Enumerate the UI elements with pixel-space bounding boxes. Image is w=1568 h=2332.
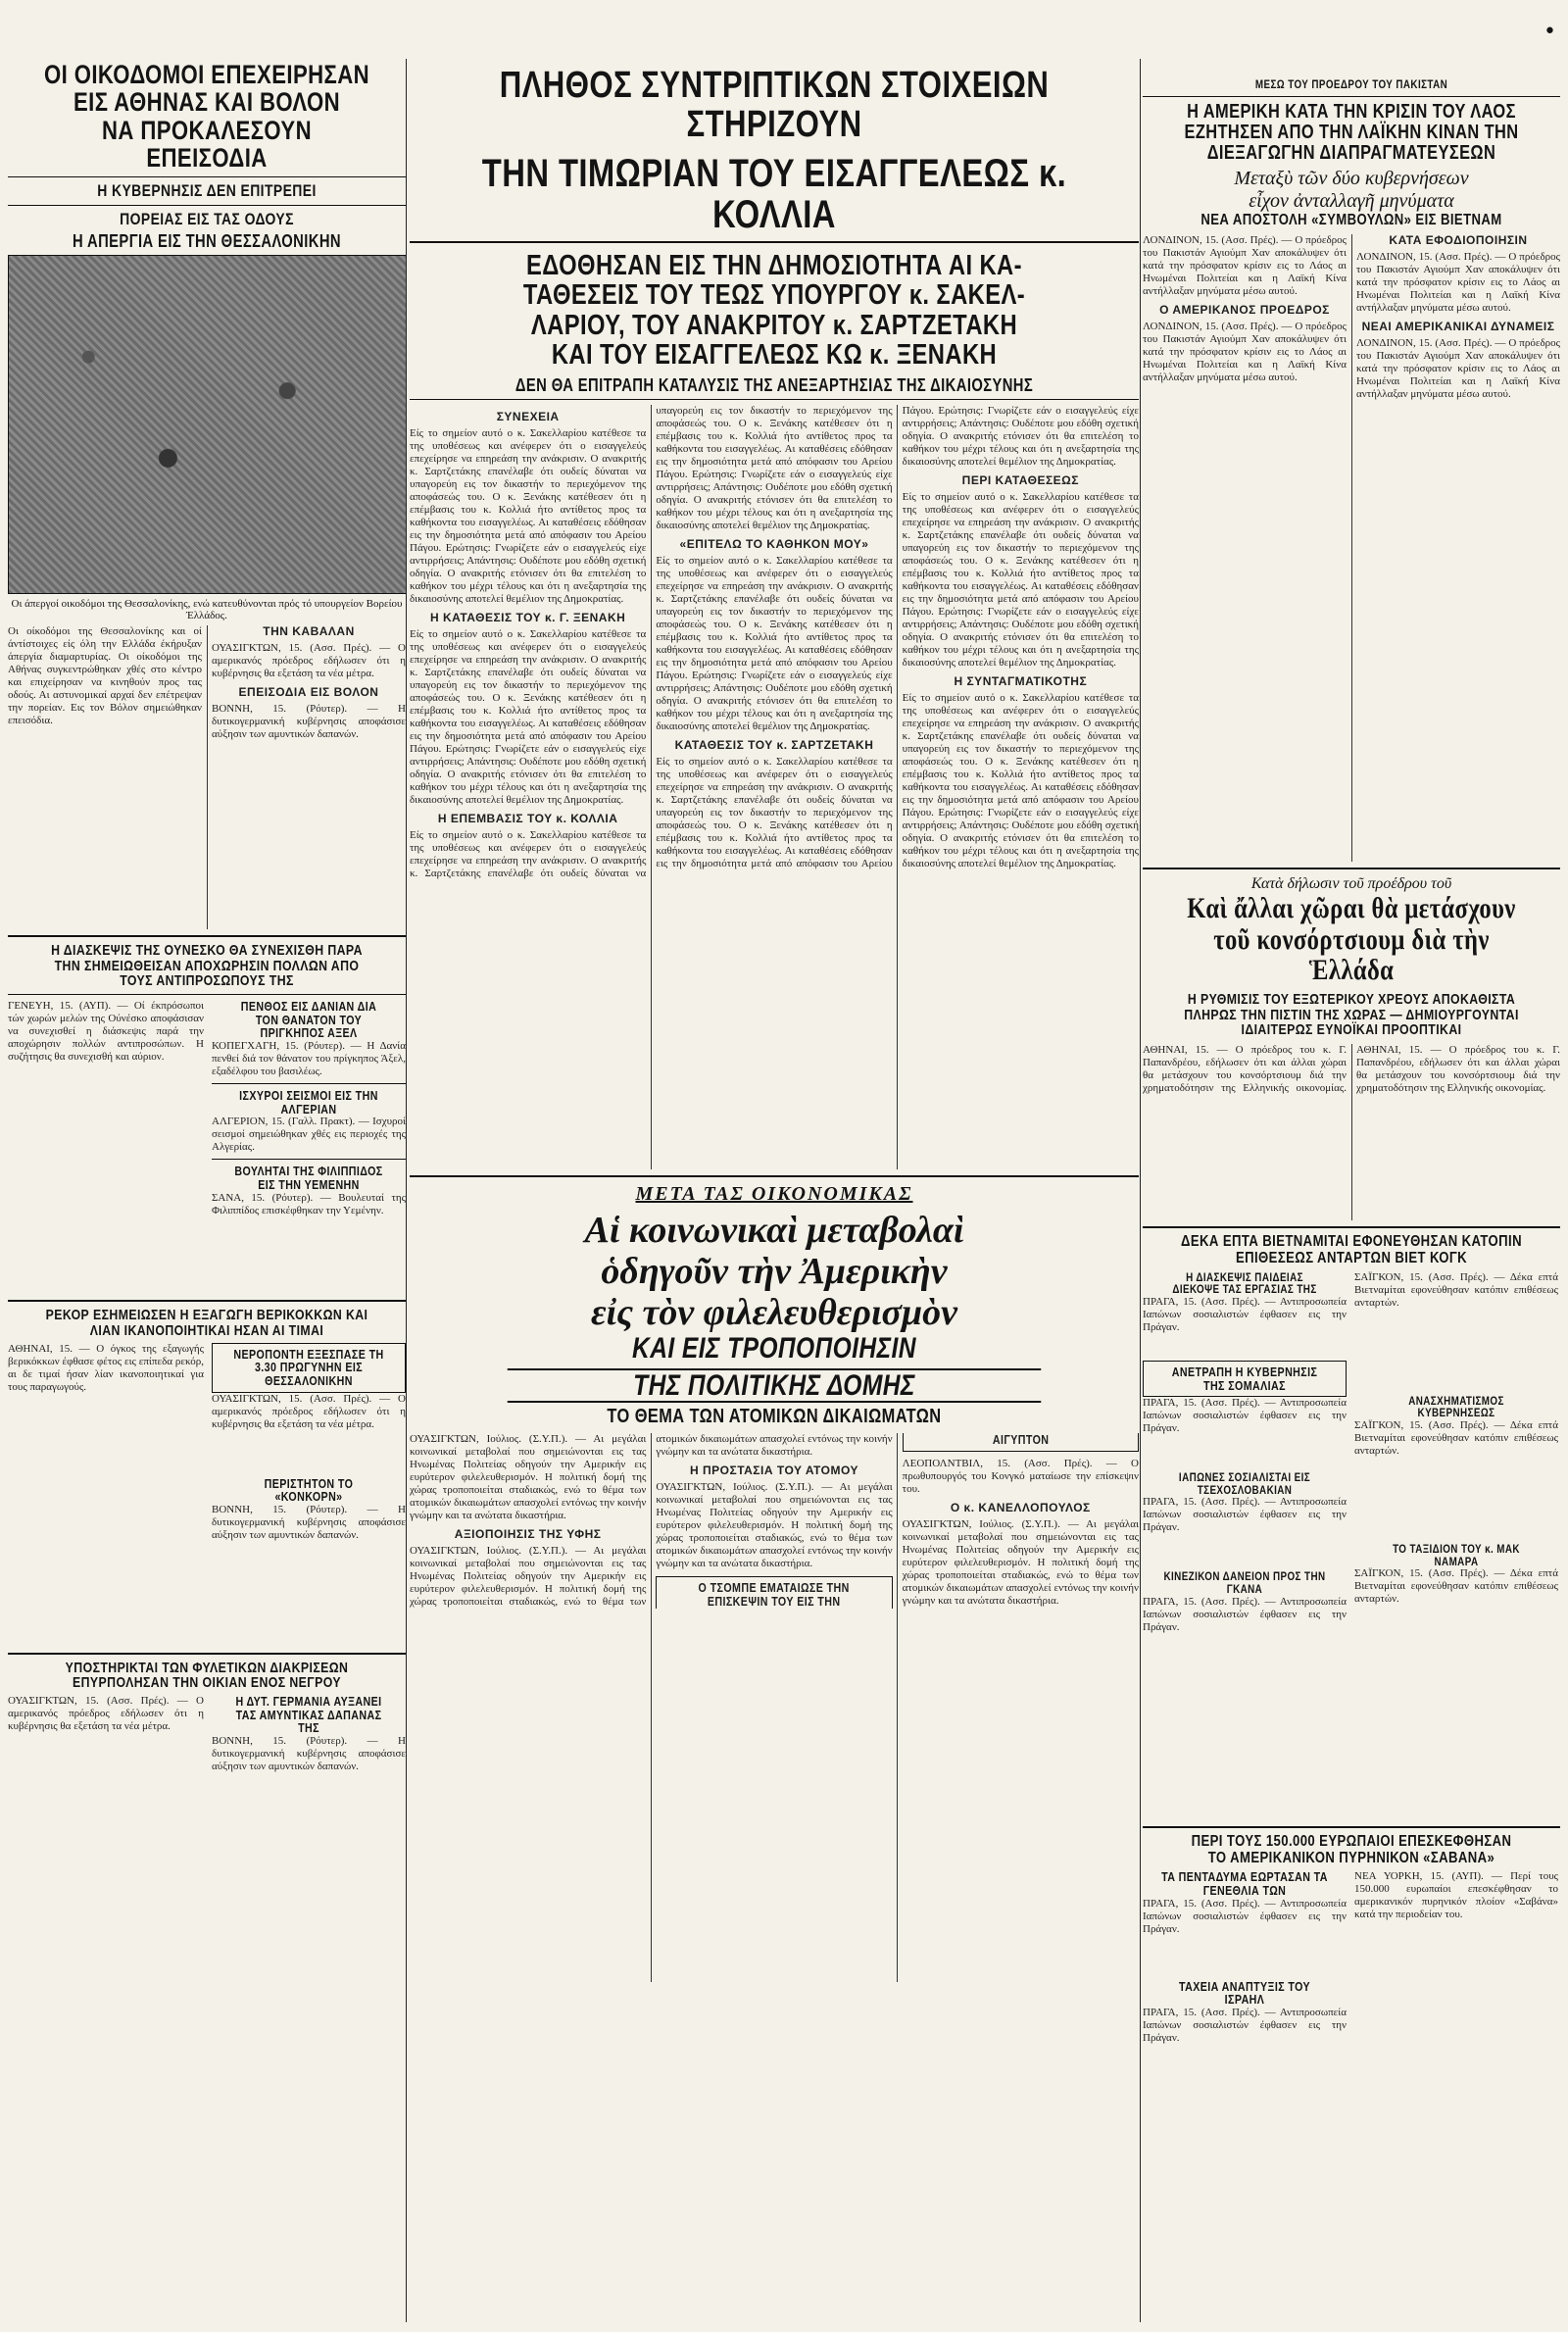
left-main-headline bbox=[44, 61, 370, 172]
duty-subhead: «ΕΠΙΤΕΛΩ ΤΟ ΚΑΘΗΚΟΝ ΜΟΥ» bbox=[679, 537, 869, 552]
volos-subhead: ΕΠΕΙΣΟΔΙΑ ΕΙΣ ΒΟΛΟΝ bbox=[238, 684, 379, 699]
concorde-text: ΒΟΝΝΗ, 15. (Ρόυτερ). — Η δυτικογερμανική κυβέρνησις αποφάσισε αύξησιν των αμυντικών δαπανών. bbox=[212, 1503, 406, 1541]
left-article-text: Οι οίκοδόμοι της Θεσσαλονίκης και οί άντίστοιχες είς όλη την Ελλάδα έκήρυξαν άπεργία διαμαρτυρίας. Οι οίκοδόμοι της Αθήνας συγκεντρώθηκαν χθές στο κέντρο και επιχείρησαν να κινηθούν προς τας οδούς. Αι αστυνομικαί αρχαί δεν επέτρεψαν την πορείαν. Εις τον Βόλον σημειώθηκαν επεισόδια. bbox=[8, 624, 202, 726]
segregation-text: ΟΥΑΣΙΓΚΤΩΝ, 15. (Ασσ. Πρές). — Ο αμερικανός πρόεδρος εδήλωσεν ότι η κυβέρνησις θα εξετάση τα νέα μέτρα. bbox=[8, 1695, 204, 1733]
kanellopoulos-subhead: Ο κ. ΚΑΝΕΛΛΟΠΟΥΛΟΣ bbox=[950, 1501, 1091, 1515]
israel-headline: ΤΑΧΕΙΑ ΑΝΑΠΤΥΞΙΣ ΤΟΥ ΙΣΡΑΗΛ bbox=[1178, 1978, 1311, 2008]
unesco-text: ΓΕΝΕΥΗ, 15. (ΑΥΠ). — Οί έκπρόσωποι τών χωρών μελών της Ούνέσκο αποφάσισαν να συνεχισθεί η διάσκεψις παρά την αποχώρησιν πολλών αντιπροσώπων. Η συζήτησις θα συνεχισθή και αύριον. bbox=[8, 1000, 204, 1064]
left-headline-line-1: ΟΙ ΟΙΚΟΔΟΜΟΙ ΕΠΕΧΕΙΡΗΣΑΝ bbox=[43, 60, 370, 89]
econ-headline-2: ὁδηγοῦν τὴν Ἀμερικὴν bbox=[601, 1251, 948, 1293]
laos-article-body bbox=[1143, 234, 1560, 862]
consortium-article bbox=[1143, 1044, 1560, 1220]
econ-headline-4: ΚΑΙ ΕΙΣ ΤΡΟΠΟΠΟΙΗΣΙΝ bbox=[632, 1332, 916, 1365]
laos-text-1: ΛΟΝΔΙΝΟΝ, 15. (Ασσ. Πρές). — Ο πρόεδρος του Πακιστάν Αγιούμπ Χαν αποκάλυψεν ότι κατά την πρόσφατον κρίσιν εις το Λάος αι Ηνωμέναι Πολιτείαι και η Λαϊκή Κίνα αντήλλαξαν μηνύματα μέσω αυτού. bbox=[1143, 234, 1347, 298]
supply-subhead: ΚΑΤΑ ΕΦΟΔΙΟΠΟΙΗΣΙΝ bbox=[1389, 234, 1528, 248]
econ-headline-5: ΤΗΣ ΠΟΛΙΤΙΚΗΣ ΔΟΜΗΣ bbox=[508, 1368, 1041, 1404]
strikers-photo bbox=[8, 255, 406, 594]
page-marker: • bbox=[1544, 20, 1556, 44]
mourning-headline: ΠΕΝΘΟΣ ΕΙΣ ΔΑΝΙΑΝ ΔΙΑ ΤΟΝ ΘΑΝΑΤΟΝ ΤΟΥ ΠΡΙΓΚΗΠΟΣ ΑΞΕΛ bbox=[240, 999, 377, 1041]
somalia-headline: ΑΝΕΤΡΑΠΗ Η ΚΥΒΕΡΝΗΣΙΣ ΤΗΣ ΣΟΜΑΛΙΑΣ bbox=[1171, 1364, 1318, 1393]
econ-headline-1: Αἱ κοινωνικαὶ μεταβολαὶ bbox=[584, 1210, 964, 1252]
left-article-text-3: ΒΟΝΝΗ, 15. (Ρόυτερ). — Η δυτικογερμανική κυβέρνησις αποφάσισε αύξησιν των αμυντικών δαπανών. bbox=[212, 702, 406, 740]
mcnamara-text: ΣΑΪΓΚΟΝ, 15. (Ασσ. Πρές). — Δέκα επτά Βιετναμίται εφονεύθησαν κατόπιν επιθέσεως ανταρτών. bbox=[1354, 1567, 1558, 1606]
royal-headline: ΒΟΥΛΗΤΑΙ ΤΗΣ ΦΙΛΙΠΠΙΔΟΣ ΕΙΣ ΤΗΝ ΥΕΜΕΝΗΝ bbox=[234, 1164, 383, 1193]
japan-headline: ΙΑΠΩΝΕΣ ΣΟΣΙΑΛΙΣΤΑΙ ΕΙΣ ΤΣΕΧΟΣΛΟΒΑΚΙΑΝ bbox=[1178, 1470, 1311, 1497]
econ-text-4: ΟΥΑΣΙΓΚΤΩΝ, Ιούλιος. (Σ.Υ.Π.). — Αι μεγάλαι κοινωνικαί μεταβολαί που σημειώνονται εις τας Ηνωμένας Πολιτείας οδηγούν την Αμερικήν εις ευρύτερον φιλελευθερισμόν. Η πολιτική δομή της χώρας τροποποιείται σταδιακώς, ενώ το θέμα των ατομικών δικαιωμάτων απασχολεί εντόνως την κοινήν γνώμην και τα ανώτατα δικαστήρια. bbox=[902, 1518, 1139, 1608]
savannah-headline: ΠΕΡΙ ΤΟΥΣ 150.000 ΕΥΡΩΠΑΙΟΙ ΕΠΕΣΚΕΦΘΗΣΑΝ ΤΟ ΑΜΕΡΙΚΑΝΙΚΟΝ ΠΥΡΗΝΙΚΟΝ «ΣΑΒΑΝΑ» bbox=[1191, 1832, 1512, 1866]
germany-text: ΒΟΝΝΗ, 15. (Ρόυτερ). — Η δυτικογερμανική κυβέρνησις αποφάσισε αύξησιν των αμυντικών δαπανών. bbox=[212, 1735, 406, 1773]
right-column bbox=[1143, 0, 1560, 2332]
tsombe-headline: Ο ΤΣΟΜΠΕ ΕΜΑΤΑΙΩΣΕ ΤΗΝ ΕΠΙΣΚΕΨΙΝ ΤΟΥ ΕΙΣ ΤΗΝ ΑΙΓΥΠΤΟΝ bbox=[698, 1433, 1004, 1610]
laos-sub-2: εἶχον ἀνταλλαγῆ μηνύματα bbox=[1249, 189, 1454, 212]
sartzetakis-subhead: ΚΑΤΑΘΕΣΙΣ ΤΟΥ κ. ΣΑΡΤΖΕΤΑΚΗ bbox=[674, 738, 874, 753]
left-article-body bbox=[8, 625, 406, 929]
column-rule-left bbox=[406, 59, 407, 2322]
consortium-kicker: Κατὰ δήλωσιν τοῦ προέδρου τοῦ bbox=[1250, 875, 1452, 893]
econ-headline-3: εἰς τὸν φιλελευθερισμὸν bbox=[590, 1292, 958, 1334]
savannah-text: ΝΕΑ ΥΟΡΚΗ, 15. (ΑΥΠ). — Περί τους 150.000 ευρωπαίοι επεσκέφθησαν το αμερικανικόν πυρηνικόν πλοίον «Σαβάνα» κατά την περιοδείαν του. bbox=[1354, 1870, 1558, 1921]
main-subheadline bbox=[475, 251, 1073, 371]
main-text-7: Είς το σημείον αυτό ο κ. Σακελλαρίου κατέθεσε τα της υποθέσεως και ανέφερεν ότι ο εισαγγελεύς επεχείρησε να επηρεάση την ανάκρισιν. Ο ανακριτής κ. Σαρτζετάκης επανέλαβε ότι ουδείς δύναται να υπαγορεύη εις τον δικαστήν το περιεχόμενον της αποφάσεώς του. Ο κ. Ξενάκης κατέθεσεν ότι η επέμβασις του κ. Κολλιά ήτο αντίθετος προς τα καθήκοντα του εισαγγελέως. Αι καταθέσεις εδόθησαν εις την δημοσιότητα μετά από απόφασιν του Αρείου Πάγου. Ερώτησις: Γνωρίζετε εάν ο εισαγγελεύς είχε αντιρρήσεις; Απάντησις: Ουδέποτε μου εδόθη σχετική οδηγία. Ο ανακριτής ετόνισεν ότι θα επιτελέση το καθήκον του μέχρι τέλους και ότι η ανεξαρτησία της δικαιοσύνης αποτελεί θεμέλιον της Δημοκρατίας. bbox=[902, 692, 1139, 870]
somalia-text: ΠΡΑΓΑ, 15. (Ασσ. Πρές). — Αντιπροσωπεία Ιαπώνων σοσιαλιστών έφθασεν εις την Πράγαν. bbox=[1143, 1397, 1347, 1435]
main-subheadline-4: ΚΑΙ ΤΟΥ ΕΙΣΑΓΓΕΛΕΩΣ ΚΩ κ. ΞΕΝΑΚΗ bbox=[551, 339, 998, 372]
photo-caption: Οι άπεργοί οικοδόμοι της Θεσσαλονίκης, ενώ κατευθύνονται πρός τό υπουργείον Βορείου Έλλάδος. bbox=[11, 597, 403, 621]
main-headline-line-1: ΠΛΗΘΟΣ ΣΥΝΤΡΙΠΤΙΚΩΝ ΣΤΟΙΧΕΙΩΝ ΣΤΗΡΙΖΟΥΝ bbox=[499, 65, 1050, 145]
laos-text-2: ΛΟΝΔΙΝΟΝ, 15. (Ασσ. Πρές). — Ο πρόεδρος του Πακιστάν Αγιούμπ Χαν αποκάλυψεν ότι κατά την πρόσφατον κρίσιν εις το Λάος αι Ηνωμέναι Πολιτείαι και η Λαϊκή Κίνα αντήλλαξαν μηνύματα μέσω αυτού. bbox=[1143, 321, 1347, 384]
econ-text-2: ΟΥΑΣΙΓΚΤΩΝ, Ιούλιος. (Σ.Υ.Π.). — Αι μεγάλαι κοινωνικαί μεταβολαί που σημειώνονται εις τας Ηνωμένας Πολιτείας οδηγούν την Αμερικήν εις ευρύτερον φιλελευθερισμόν. Η πολιτική δομή της χώρας τροποποιείται σταδιακώς, ενώ το θέμα των ατομικών δικαιωμάτων απασχολεί εντόνως την κοινήν γνώμην και τα ανώτατα δικαστήρια. bbox=[410, 1433, 893, 1609]
econ-article-body bbox=[410, 1433, 1139, 1982]
education-headline: Η ΔΙΑΣΚΕΨΙΣ ΠΑΙΔΕΙΑΣ ΔΙΕΚΟΨΕ ΤΑΣ ΕΡΓΑΣΙΑΣ ΤΗΣ bbox=[1172, 1269, 1317, 1297]
apricot-article bbox=[8, 1343, 204, 1647]
tsombe-text: ΛΕΟΠΟΛΝΤΒΙΛ, 15. (Ασσ. Πρές). — Ο πρωθυπουργός του Κονγκό ματαίωσε την επίσκεψιν του. bbox=[902, 1458, 1139, 1496]
laos-text-3: ΛΟΝΔΙΝΟΝ, 15. (Ασσ. Πρές). — Ο πρόεδρος του Πακιστάν Αγιούμπ Χαν αποκάλυψεν ότι κατά την πρόσφατον κρίσιν εις το Λάος αι Ηνωμέναι Πολιτείαι και η Λαϊκή Κίνα αντήλλαξαν μηνύματα μέσω αυτού. bbox=[1356, 251, 1560, 315]
kollias-subhead: Η ΕΠΕΜΒΑΣΙΣ ΤΟΥ κ. ΚΟΛΛΙΑ bbox=[437, 812, 618, 826]
consortium-headline-2: τοῦ κονσόρτσιουμ διὰ τὴν Ἑλλάδα bbox=[1213, 922, 1490, 987]
education-text: ΠΡΑΓΑ, 15. (Ασσ. Πρές). — Αντιπροσωπεία Ιαπώνων σοσιαλιστών έφθασεν εις την Πράγαν. bbox=[1143, 1295, 1347, 1333]
main-text-2: Είς το σημείον αυτό ο κ. Σακελλαρίου κατέθεσε τα της υποθέσεως και ανέφερεν ότι ο εισαγγελεύς επεχείρησε να επηρεάση την ανάκρισιν. Ο ανακριτής κ. Σαρτζετάκης επανέλαβε ότι ουδείς δύναται να υπαγορεύη εις τον δικαστήν το περιεχόμενον της αποφάσεώς του. Ο κ. Ξενάκης κατέθεσεν ότι η επέμβασις του κ. Κολλιά ήτο αντίθετος προς τα καθήκοντα του εισαγγελέως. Αι καταθέσεις εδόθησαν εις την δημοσιότητα μετά από απόφασιν του Αρείου Πάγου. Ερώτησις: Γνωρίζετε εάν ο εισαγγελεύς είχε αντιρρήσεις; Απάντησις: Ουδέποτε μου εδόθη σχετική οδηγία. Ο ανακριτής ετόνισεν ότι θα επιτελέση το καθήκον του μέχρι τέλους και ότι η ανεξαρτησία της δικαιοσύνης αποτελεί θεμέλιον της Δημοκρατίας. bbox=[410, 628, 647, 807]
main-deck: ΔΕΝ ΘΑ ΕΠΙΤΡΑΠΗ ΚΑΤΑΛΥΣΙΣ ΤΗΣ ΑΝΕΞΑΡΤΗΣΙΑΣ ΤΗΣ ΔΙΚΑΙΟΣΥΝΗΣ bbox=[514, 374, 1034, 395]
quake-headline: ΙΣΧΥΡΟΙ ΣΕΙΣΜΟΙ ΕΙΣ ΤΗΝ ΑΛΓΕΡΙΑΝ bbox=[239, 1088, 378, 1116]
storm-headline: ΝΕΡΟΠΟΝΤΗ ΕΞΕΣΠΑΣΕ ΤΗ 3.30 ΠΡΩΓΥΝΗΝ ΕΙΣ ΘΕΣΣΑΛΟΝΙΚΗΝ bbox=[233, 1346, 384, 1388]
kavala-subhead: ΤΗΝ ΚΑΒΑΛΑΝ bbox=[263, 624, 355, 638]
quake-text: ΑΛΓΕΡΙΟΝ, 15. (Γαλλ. Πρακτ). — Ισχυροί σεισμοί σημειώθηκαν χθές εις περιοχές της Αλγερίας. bbox=[212, 1116, 406, 1154]
main-text-1: Είς το σημείον αυτό ο κ. Σακελλαρίου κατέθεσε τα της υποθέσεως και ανέφερεν ότι ο εισαγγελεύς επεχείρησε να επηρεάση την ανάκρισιν. Ο ανακριτής κ. Σαρτζετάκης επανέλαβε ότι ουδείς δύναται να υπαγορεύη εις τον δικαστήν το περιεχόμενον της αποφάσεώς του. Ο κ. Ξενάκης κατέθεσεν ότι η επέμβασις του κ. Κολλιά ήτο αντίθετος προς τα καθήκοντα του εισαγγελέως. Αι καταθέσεις εδόθησαν εις την δημοσιότητα μετά από απόφασιν του Αρείου Πάγου. Ερώτησις: Γνωρίζετε εάν ο εισαγγελεύς είχε αντιρρήσεις; Απάντησις: Ουδέποτε μου εδόθη σχετική οδηγία. Ο ανακριτής ετόνισεν ότι θα επιτελέση το καθήκον του μέχρι τέλους και ότι η ανεξαρτησία της δικαιοσύνης αποτελεί θεμέλιον της Δημοκρατίας. bbox=[410, 427, 647, 606]
main-article-body bbox=[410, 405, 1139, 1169]
left-subhead-3: Η ΑΠΕΡΓΙΑ ΕΙΣ ΤΗΝ ΘΕΣΣΑΛΟΝΙΚΗΝ bbox=[73, 231, 341, 252]
unesco-headline: Η ΔΙΑΣΚΕΨΙΣ ΤΗΣ ΟΥΝΕΣΚΟ ΘΑ ΣΥΝΕΧΙΣΘΗ ΠΑΡΑ ΤΗΝ ΣΗΜΕΙΩΘΕΙΣΑΝ ΑΠΟΧΩΡΗΣΙΝ ΠΟΛΛΩΝ ΑΠΟ ΤΟΥΣ ΑΝΤΙΠΡΟΣΩΠΟΥΣ ΤΗΣ bbox=[51, 941, 363, 990]
left-subhead-2: ΠΟΡΕΙΑΣ ΕΙΣ ΤΑΣ ΟΔΟΥΣ bbox=[120, 210, 294, 229]
segregation-article bbox=[8, 1695, 204, 1891]
reshuffle-text: ΣΑΪΓΚΟΝ, 15. (Ασσ. Πρές). — Δέκα επτά Βιετναμίται εφονεύθησαν κατόπιν επιθέσεως ανταρτών. bbox=[1354, 1418, 1558, 1457]
main-subheadline-1: ΕΔΟΘΗΣΑΝ ΕΙΣ ΤΗΝ ΔΗΜΟΣΙΟΤΗΤΑ ΑΙ ΚΑ- bbox=[526, 249, 1022, 281]
royal-text: ΣΑΝΑ, 15. (Ρόυτερ). — Βουλευταί της Φιλιππίδος επισκέφθηκαν την Υεμένην. bbox=[212, 1191, 406, 1216]
main-text-6: Είς το σημείον αυτό ο κ. Σακελλαρίου κατέθεσε τα της υποθέσεως και ανέφερεν ότι ο εισαγγελεύς επεχείρησε να επηρεάση την ανάκρισιν. Ο ανακριτής κ. Σαρτζετάκης επανέλαβε ότι ουδείς δύναται να υπαγορεύη εις τον δικαστήν το περιεχόμενον της αποφάσεώς του. Ο κ. Ξενάκης κατέθεσεν ότι η επέμβασις του κ. Κολλιά ήτο αντίθετος προς τα καθήκοντα του εισαγγελέως. Αι καταθέσεις εδόθησαν εις την δημοσιότητα μετά από απόφασιν του Αρείου Πάγου. Ερώτησις: Γνωρίζετε εάν ο εισαγγελεύς είχε αντιρρήσεις; Απάντησις: Ουδέποτε μου εδόθη σχετική οδηγία. Ο ανακριτής ετόνισεν ότι θα επιτελέση το καθήκον του μέχρι τέλους και ότι η ανεξαρτησία της δικαιοσύνης αποτελεί θεμέλιον της Δημοκρατίας. bbox=[902, 491, 1139, 670]
left-article-text-2: ΟΥΑΣΙΓΚΤΩΝ, 15. (Ασσ. Πρές). — Ο αμερικανός πρόεδρος εδήλωσεν ότι η κυβέρνησις θα εξετάση τα νέα μέτρα. bbox=[212, 641, 406, 679]
econ-headline bbox=[410, 1210, 1139, 1333]
forces-subhead: ΝΕΑΙ ΑΜΕΡΙΚΑΝΙΚΑΙ ΔΥΝΑΜΕΙΣ bbox=[1361, 320, 1555, 334]
laos-sub-1: Μεταξὺ τῶν δύο κυβερνήσεων bbox=[1234, 167, 1469, 189]
mcnamara-headline: ΤΟ ΤΑΞΙΔΙΟΝ ΤΟΥ κ. ΜΑΚ ΝΑΜΑΡΑ bbox=[1393, 1541, 1520, 1568]
main-subheadline-3: ΛΑΡΙΟΥ, ΤΟΥ ΑΝΑΚΡΙΤΟΥ κ. ΣΑΡΤΖΕΤΑΚΗ bbox=[530, 309, 1018, 341]
concorde-headline: ΠΕΡΙΣΤΗΤΟΝ ΤΟ «ΚΟΝΚΟΡΝ» bbox=[264, 1475, 354, 1505]
column-rule-right bbox=[1140, 59, 1141, 2322]
quintuplets-headline: ΤΑ ΠΕΝΤΑΔΥΜΑ ΕΩΡΤΑΣΑΝ ΤΑ ΓΕΝΕΘΛΙΑ ΤΩΝ bbox=[1161, 1869, 1328, 1898]
left-headline-line-2: ΕΙΣ ΑΘΗΝΑΣ ΚΑΙ ΒΟΛΟΝ bbox=[73, 87, 341, 118]
ghana-headline: ΚΙΝΕΖΙΚΟΝ ΔΑΝΕΙΟΝ ΠΡΟΣ ΤΗΝ ΓΚΑΝΑ bbox=[1163, 1569, 1326, 1596]
econ-text-1: ΟΥΑΣΙΓΚΤΩΝ, Ιούλιος. (Σ.Υ.Π.). — Αι μεγάλαι κοινωνικαί μεταβολαί που σημειώνονται εις τας Ηνωμένας Πολιτείας οδηγούν την Αμερικήν εις ευρύτερον φιλελευθερισμόν. Η πολιτική δομή της χώρας τροποποιείται σταδιακώς, ενώ το θέμα των ατομικών δικαιωμάτων απασχολεί εντόνως την κοινήν γνώμην και τα ανώτατα δικαστήρια. bbox=[410, 1433, 647, 1522]
apricot-text: ΑΘΗΝΑΙ, 15. — Ο όγκος της εξαγωγής βερικόκκων έφθασε φέτος εις επίπεδα ρεκόρ, αι δε τιμαί ήσαν λίαν ικανοποιητικαί για τους παραγωγούς. bbox=[8, 1342, 204, 1393]
xenakis-subhead: Η ΚΑΤΑΘΕΣΙΣ ΤΟΥ κ. Γ. ΞΕΝΑΚΗ bbox=[430, 611, 626, 625]
pakistan-kicker: ΜΕΣΩ ΤΟΥ ΠΡΟΕΔΡΟΥ ΤΟΥ ΠΑΚΙΣΤΑΝ bbox=[1254, 77, 1448, 91]
econ-subhead: ΤΟ ΘΕΜΑ ΤΩΝ ΑΤΟΜΙΚΩΝ ΔΙΚΑΙΩΜΑΤΩΝ bbox=[607, 1406, 942, 1428]
consortium-deck: Η ΡΥΘΜΙΣΙΣ ΤΟΥ ΕΞΩΤΕΡΙΚΟΥ ΧΡΕΟΥΣ ΑΠΟΚΑΘΙΣΤΑ ΠΛΗΡΩΣ ΤΗΝ ΠΙΣΤΙΝ ΤΗΣ ΧΩΡΑΣ — ΔΗΜΙΟΥΡΓΟΥΝΤΑΙ ΙΔΙΑΙΤΕΡΩΣ ΕΥΝΟΪΚΑΙ ΠΡΟΟΠΤΙΚΑΙ bbox=[1184, 990, 1519, 1039]
mourning-text: ΚΟΠΕΓΧΑΓΗ, 15. (Ρόυτερ). — Η Δανία πενθεί διά τον θάνατον του πρίγκηπος Άξελ, εξαδέλφου του βασιλέως. bbox=[212, 1040, 406, 1078]
consortium-text-1: ΑΘΗΝΑΙ, 15. — Ο πρόεδρος του κ. Γ. Παπανδρέου, εδήλωσεν ότι και άλλαι χώραι θα μετάσχουν του κονσόρτσιουμ διά την χρηματοδότησιν της Ελληνικής οικονομίας. bbox=[1143, 1044, 1347, 1095]
consortium-headline-1: Καὶ ἄλλαι χῶραι θὰ μετάσχουν bbox=[1187, 892, 1516, 925]
reshuffle-headline: ΑΝΑΣΧΗΜΑΤΙΣΜΟΣ ΚΥΒΕΡΝΗΣΕΩΣ bbox=[1408, 1393, 1504, 1420]
vietnam-text: ΣΑΪΓΚΟΝ, 15. (Ασσ. Πρές). — Δέκα επτά Βιετναμίται εφονεύθησαν κατόπιν επιθέσεως ανταρτών. bbox=[1354, 1270, 1558, 1309]
middle-column bbox=[410, 0, 1139, 2332]
segregation-headline: ΥΠΟΣΤΗΡΙΚΤΑΙ ΤΩΝ ΦΥΛΕΤΙΚΩΝ ΔΙΑΚΡΙΣΕΩΝ ΕΠΥΡΠΟΛΗΣΑΝ ΤΗΝ ΟΙΚΙΑΝ ΕΝΟΣ ΝΕΓΡΟΥ bbox=[65, 1659, 349, 1692]
consortium-text-2: ΑΘΗΝΑΙ, 15. — Ο πρόεδρος του κ. Γ. Παπανδρέου, εδήλωσεν ότι και άλλαι χώραι θα μετάσχουν του κονσόρτσιουμ διά την χρηματοδότησιν της Ελληνικής οικονομίας. bbox=[1356, 1044, 1560, 1095]
ghana-text: ΠΡΑΓΑ, 15. (Ασσ. Πρές). — Αντιπροσωπεία Ιαπώνων σοσιαλιστών έφθασεν εις την Πράγαν. bbox=[1143, 1595, 1347, 1633]
unesco-article bbox=[8, 1000, 204, 1294]
japan-text: ΠΡΑΓΑ, 15. (Ασσ. Πρές). — Αντιπροσωπεία Ιαπώνων σοσιαλιστών έφθασεν εις την Πράγαν. bbox=[1143, 1496, 1347, 1534]
main-text-4: Είς το σημείον αυτό ο κ. Σακελλαρίου κατέθεσε τα της υποθέσεως και ανέφερεν ότι ο εισαγγελεύς επεχείρησε να επηρεάση την ανάκρισιν. Ο ανακριτής κ. Σαρτζετάκης επανέλαβε ότι ουδείς δύναται να υπαγορεύη εις τον δικαστήν το περιεχόμενον της αποφάσεώς του. Ο κ. Ξενάκης κατέθεσεν ότι η επέμβασις του κ. Κολλιά ήτο αντίθετος προς τα καθήκοντα του εισαγγελέως. Αι καταθέσεις εδόθησαν εις την δημοσιότητα μετά από απόφασιν του Αρείου Πάγου. Ερώτησις: Γνωρίζετε εάν ο εισαγγελεύς είχε αντιρρήσεις; Απάντησις: Ουδέποτε μου εδόθη σχετική οδηγία. Ο ανακριτής ετόνισεν ότι θα επιτελέση το καθήκον του μέχρι τέλους και ότι η ανεξαρτησία της δικαιοσύνης αποτελεί θεμέλιον της Δημοκρατίας. bbox=[656, 555, 893, 733]
econ-subhead-a: ΑΞΙΟΠΟΙΗΣΙΣ ΤΗΣ ΥΦΗΣ bbox=[454, 1527, 602, 1542]
econ-kicker: ΜΕΤΑ ΤΑΣ ΟΙΚΟΝΟΜΙΚΑΣ bbox=[635, 1183, 913, 1206]
quintuplets-text: ΠΡΑΓΑ, 15. (Ασσ. Πρές). — Αντιπροσωπεία Ιαπώνων σοσιαλιστών έφθασεν εις την Πράγαν. bbox=[1143, 1897, 1347, 1935]
storm-text: ΟΥΑΣΙΓΚΤΩΝ, 15. (Ασσ. Πρές). — Ο αμερικανός πρόεδρος εδήλωσεν ότι η κυβέρνησις θα εξετάση τα νέα μέτρα. bbox=[212, 1392, 406, 1430]
continues-label: ΣΥΝΕΧΕΙΑ bbox=[496, 410, 560, 424]
israel-text: ΠΡΑΓΑ, 15. (Ασσ. Πρές). — Αντιπροσωπεία Ιαπώνων σοσιαλιστών έφθασεν εις την Πράγαν. bbox=[1143, 2006, 1347, 2044]
constitutionality-subhead: Η ΣΥΝΤΑΓΜΑΤΙΚΟΤΗΣ bbox=[954, 674, 1088, 689]
apricot-record-headline: ΡΕΚΟΡ ΕΣΗΜΕΙΩΣΕΝ Η ΕΞΑΓΩΓΗ ΒΕΡΙΚΟΚΚΩΝ ΚΑΙ ΛΙΑΝ ΙΚΑΝΟΠΟΙΗΤΙΚΑΙ ΗΣΑΝ ΑΙ ΤΙΜΑΙ bbox=[45, 1307, 368, 1339]
left-headline-line-3: ΝΑ ΠΡΟΚΑΛΕΣΟΥΝ ΕΠΕΙΣΟΔΙΑ bbox=[101, 115, 312, 174]
vietnam-advisers-deck: ΝΕΑ ΑΠΟΣΤΟΛΗ «ΣΥΜΒΟΥΛΩΝ» ΕΙΣ ΒΙΕΤΝΑΜ bbox=[1200, 211, 1502, 228]
left-column bbox=[8, 0, 406, 2332]
econ-subhead-b: Η ΠΡΟΣΤΑΣΙΑ ΤΟΥ ΑΤΟΜΟΥ bbox=[690, 1464, 858, 1478]
econ-text-3: ΟΥΑΣΙΓΚΤΩΝ, Ιούλιος. (Σ.Υ.Π.). — Αι μεγάλαι κοινωνικαί μεταβολαί που σημειώνονται εις τας Ηνωμένας Πολιτείας οδηγούν την Αμερικήν εις ευρύτερον φιλελευθερισμόν. Η πολιτική δομή της χώρας τροποποιείται σταδιακώς, ενώ το θέμα των ατομικών δικαιωμάτων απασχολεί εντόνως την κοινήν γνώμην και τα ανώτατα δικαστήρια. bbox=[656, 1481, 893, 1570]
left-subhead-1: Η ΚΥΒΕΡΝΗΣΙΣ ΔΕΝ ΕΠΙΤΡΕΠΕΙ bbox=[97, 181, 317, 201]
laos-headline: Η ΑΜΕΡΙΚΗ ΚΑΤΑ ΤΗΝ ΚΡΙΣΙΝ ΤΟΥ ΛΑΟΣ ΕΖΗΤΗΣΕΝ ΑΠΟ ΤΗΝ ΛΑΪΚΗΝ ΚΙΝΑΝ ΤΗΝ ΔΙΕΞΑΓΩΓΗΝ ΔΙΑΠΡΑΓΜΑΤΕΥΣΕΩΝ bbox=[1184, 100, 1519, 164]
main-text-3: Είς το σημείον αυτό ο κ. Σακελλαρίου κατέθεσε τα της υποθέσεως και ανέφερεν ότι ο εισαγγελεύς επεχείρησε να επηρεάση την ανάκρισιν. Ο ανακριτής κ. Σαρτζετάκης επανέλαβε ότι ουδείς δύναται να υπαγορεύη εις τον δικαστήν το περιεχόμενον της αποφάσεώς του. Ο κ. Ξενάκης κατέθεσεν ότι η επέμβασις του κ. Κολλιά ήτο αντίθετος προς τα καθήκοντα του εισαγγελέως. Αι καταθέσεις εδόθησαν εις την δημοσιότητα μετά από απόφασιν του Αρείου Πάγου. Ερώτησις: Γνωρίζετε εάν ο εισαγγελεύς είχε αντιρρήσεις; Απάντησις: Ουδέποτε μου εδόθη σχετική οδηγία. Ο ανακριτής ετόνισεν ότι θα επιτελέση το καθήκον του μέχρι τέλους και ότι η ανεξαρτησία της δικαιοσύνης αποτελεί θεμέλιον της Δημοκρατίας. bbox=[410, 405, 893, 880]
main-headline-line-2: ΤΗΝ ΤΙΜΩΡΙΑΝ ΤΟΥ ΕΙΣΑΓΓΕΛΕΩΣ κ. ΚΟΛΛΙΑ bbox=[481, 151, 1067, 236]
main-subheadline-2: ΤΑΘΕΣΕΙΣ ΤΟΥ ΤΕΩΣ ΥΠΟΥΡΓΟΥ κ. ΣΑΚΕΛ- bbox=[522, 279, 1026, 312]
main-text-5: Είς το σημείον αυτό ο κ. Σακελλαρίου κατέθεσε τα της υποθέσεως και ανέφερεν ότι ο εισαγγελεύς επεχείρησε να επηρεάση την ανάκρισιν. Ο ανακριτής κ. Σαρτζετάκης επανέλαβε ότι ουδείς δύναται να υπαγορεύη εις τον δικαστήν το περιεχόμενον της αποφάσεώς του. Ο κ. Ξενάκης κατέθεσεν ότι η επέμβασις του κ. Κολλιά ήτο αντίθετος προς τα καθήκοντα του εισαγγελέως. Αι καταθέσεις εδόθησαν εις την δημοσιότητα μετά από απόφασιν του Αρείου Πάγου. Ερώτησις: Γνωρίζετε εάν ο εισαγγελεύς είχε αντιρρήσεις; Απάντησις: Ουδέποτε μου εδόθη σχετική οδηγία. Ο ανακριτής ετόνισεν ότι θα επιτελέση το καθήκον του μέχρι τέλους και ότι η ανεξαρτησία της δικαιοσύνης αποτελεί θεμέλιον της Δημοκρατίας. bbox=[656, 405, 1139, 870]
laos-text-4: ΛΟΝΔΙΝΟΝ, 15. (Ασσ. Πρές). — Ο πρόεδρος του Πακιστάν Αγιούμπ Χαν αποκάλυψεν ότι κατά την πρόσφατον κρίσιν εις το Λάος αι Ηνωμέναι Πολιτείαι και η Λαϊκή Κίνα αντήλλαξαν μηνύματα μέσω αυτού. bbox=[1356, 337, 1560, 401]
testimony-subhead: ΠΕΡΙ ΚΑΤΑΘΕΣΕΩΣ bbox=[961, 473, 1079, 488]
germany-headline: Η ΔΥΤ. ΓΕΡΜΑΝΙΑ ΑΥΞΑΝΕΙ ΤΑΣ ΑΜΥΝΤΙΚΑΣ ΔΑΠΑΝΑΣ ΤΗΣ bbox=[235, 1694, 382, 1736]
vietnam-headline: ΔΕΚΑ ΕΠΤΑ ΒΙΕΤΝΑΜΙΤΑΙ ΕΦΟΝΕΥΘΗΣΑΝ ΚΑΤΟΠΙΝ ΕΠΙΘΕΣΕΩΣ ΑΝΤΑΡΤΩΝ ΒΙΕΤ ΚΟΓΚ bbox=[1181, 1233, 1522, 1266]
president-subhead: Ο ΑΜΕΡΙΚΑΝΟΣ ΠΡΟΕΔΡΟΣ bbox=[1159, 303, 1330, 318]
